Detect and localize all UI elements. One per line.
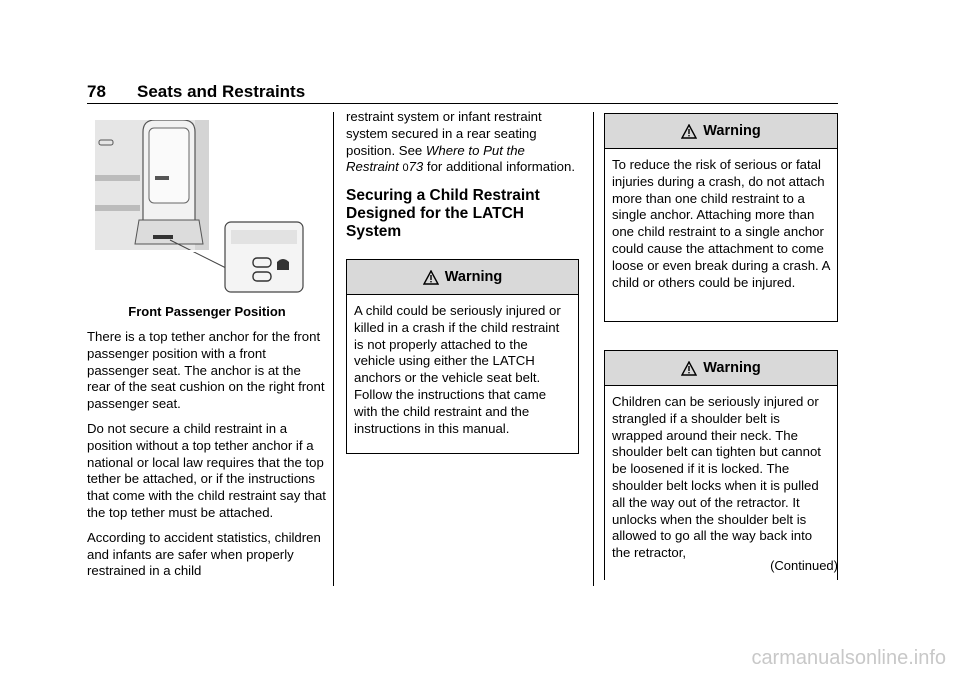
continued-label: (Continued): [770, 558, 838, 573]
seat-illustration: [95, 120, 305, 295]
cross-reference-link[interactable]: Where to Put the Restraint: [346, 142, 525, 175]
section-heading: Securing a Child Restraint Designed for the LATCH System: [346, 187, 540, 241]
paragraph: According to accident statistics, children and infants are safer when properly restrained in a child: [87, 529, 321, 579]
header-rule: [87, 103, 838, 104]
paragraph: restraint system or infant restraint system secured in a rear seating position. See Where to Put the Restraint 073 for additional information.: [346, 109, 575, 175]
paragraph: Do not secure a child restraint in a position without a top tether anchor if a national or local law requires that the top tether be attached, or if the instructions that come with the child restraint say that the top tether must be attached.: [87, 420, 326, 520]
footer: [0, 647, 960, 670]
column-1: [87, 329, 327, 588]
warning-body: Children can be seriously injured or strangled if a shoulder belt is wrapped around their neck. The shoulder belt can tighten but cannot be loosened if it is locked. The shoulder belt locks when it is pulled all the way out of the retractor. It unlocks when the shoulder belt is allowed to go all the way back into the retractor,: [612, 394, 821, 561]
warning-triangle-icon: [423, 270, 439, 285]
figure-caption: Front Passenger Position: [128, 304, 286, 319]
paragraph: There is a top tether anchor for the front passenger position with a front passenger seat. The anchor is at the rear of the seat cushion on the right front passenger seat.: [87, 329, 325, 412]
warning-box-shoulder-belt: [604, 350, 838, 580]
warning-triangle-icon: [681, 361, 697, 376]
warning-header: Warning: [605, 114, 837, 149]
warning-header: Warning: [347, 260, 578, 295]
warning-header: Warning: [605, 351, 837, 386]
page-ref-symbol: 0: [402, 162, 409, 175]
section-title: Seats and Restraints: [137, 82, 306, 101]
page-ref-number[interactable]: 73: [408, 159, 424, 175]
watermark: carmanualsonline.info: [751, 647, 946, 669]
warning-body: To reduce the risk of serious or fatal injuries during a crash, do not attach more than one child restraint to a single anchor. Attaching more than one child restraint to a single anchor could cause the attachment to come loose or even break during a crash. A child or others could be injured.: [612, 157, 830, 290]
warning-box-single-anchor: [604, 113, 838, 322]
page-header: [87, 82, 838, 106]
warning-triangle-icon: [681, 124, 697, 139]
page-number: 78: [87, 82, 106, 101]
warning-body: A child could be seriously injured or killed in a crash if the child restraint is not properly attached to the vehicle using either the LATCH anchors or the vehicle seat belt. Follow the instructions that came with the child restraint and the instructions in this manual.: [354, 303, 561, 436]
column-divider-2: [593, 112, 594, 586]
column-2: [346, 109, 581, 251]
column-divider-1: [333, 112, 334, 586]
warning-box-latch: [346, 259, 579, 454]
